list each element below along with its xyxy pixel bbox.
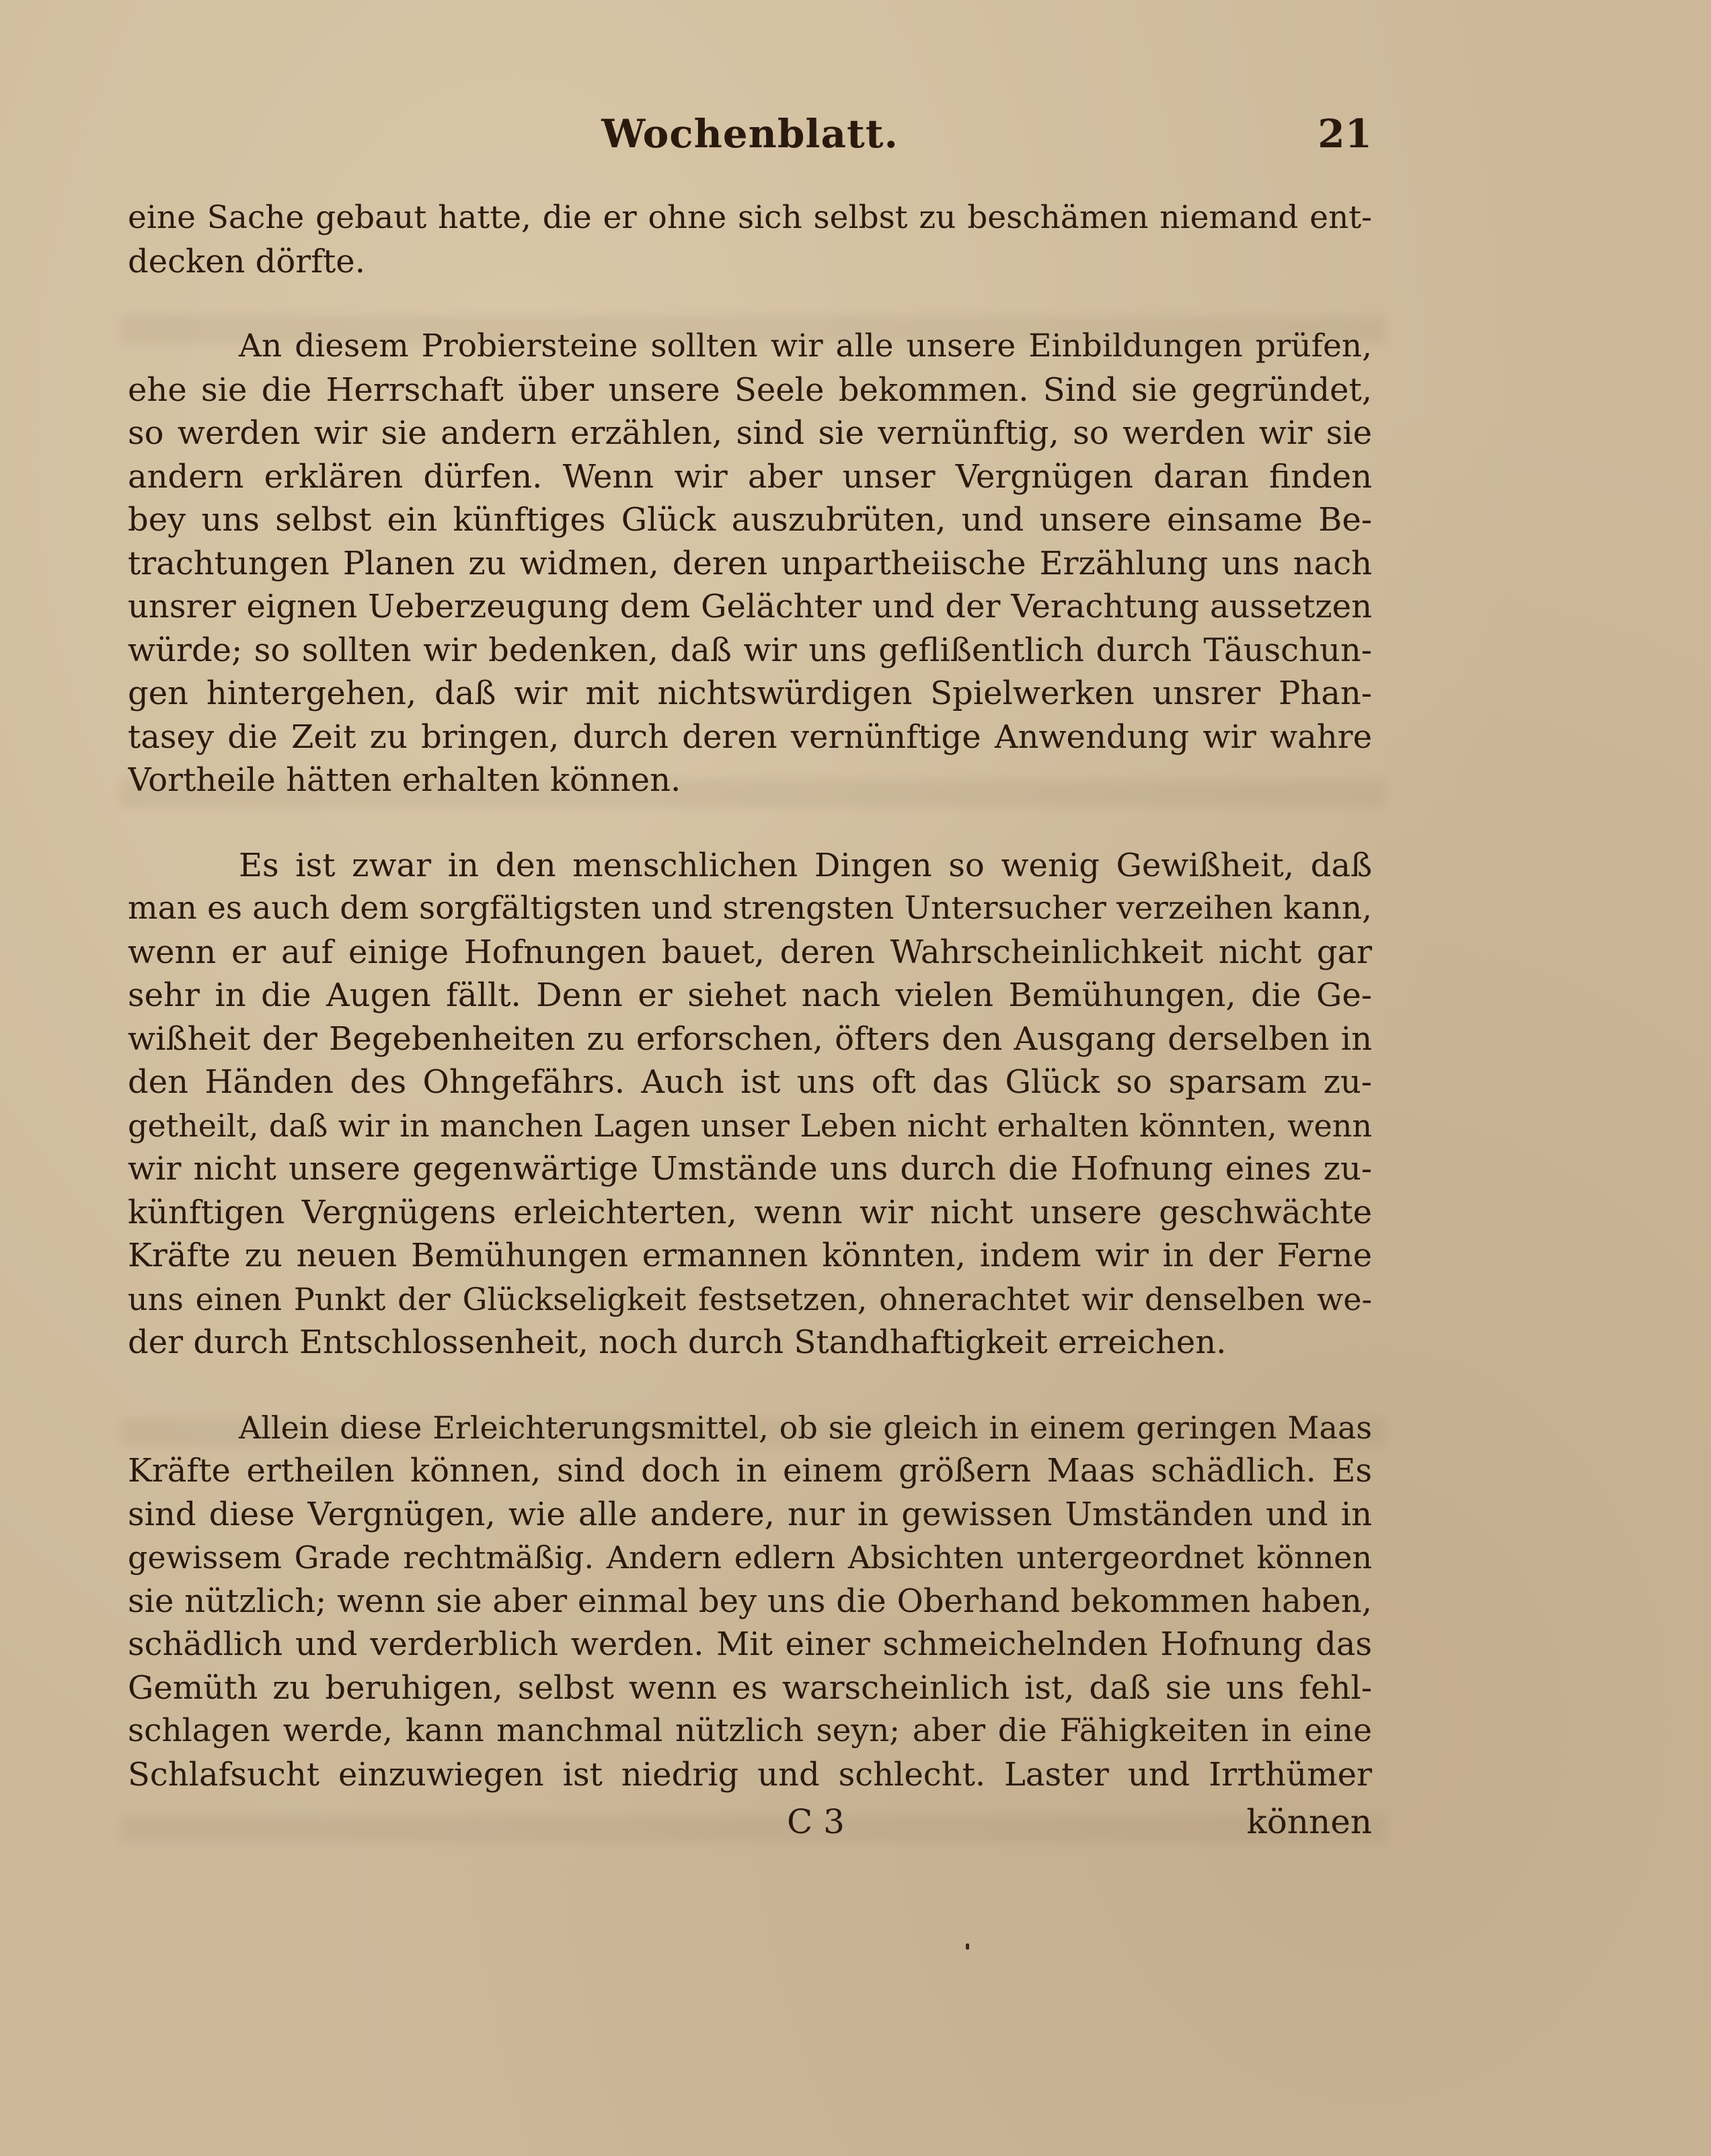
text-line: getheilt, daß wir in manchen Lagen unser Leben nicht erhalten könnten, wenn	[128, 1107, 1372, 1144]
paragraph-gap	[128, 1364, 1372, 1406]
text-line: so werden wir sie andern erzählen, sind sie vernünftig, so werden wir sie	[128, 414, 1372, 452]
text-line: wir nicht unsere gegenwärtige Umstände uns durch die Hofnung eines zu-	[128, 1150, 1372, 1188]
text-line: unsrer eignen Ueberzeugung dem Gelächter und der Verachtung aussetzen	[128, 588, 1372, 625]
running-title: Wochenblatt.	[601, 111, 899, 157]
catchword: können	[1246, 1802, 1372, 1841]
text-line: sind diese Vergnügen, wie alle andere, nur in gewissen Umständen und in	[128, 1495, 1372, 1533]
text-line: gen hintergehen, daß wir mit nichtswürdigen Spielwerken unsrer Phan-	[128, 675, 1372, 712]
text-line: bey uns selbst ein künftiges Glück auszubrüten, und unsere einsame Be-	[128, 501, 1372, 539]
text-line: trachtungen Planen zu widmen, deren unpartheiische Erzählung uns nach	[128, 544, 1372, 582]
text-line: sie nützlich; wenn sie aber einmal bey uns die Oberhand bekommen haben,	[128, 1582, 1372, 1620]
text-line: Gemüth zu beruhigen, selbst wenn es warscheinlich ist, daß sie uns fehl-	[128, 1668, 1372, 1707]
text-line: würde; so sollten wir bedenken, daß wir uns geflißentlich durch Täuschun-	[128, 631, 1372, 669]
text-line: sehr in die Augen fällt. Denn er siehet nach vielen Bemühungen, die Ge-	[128, 976, 1372, 1014]
text-line: Kräfte zu neuen Bemühungen ermannen könnten, indem wir in der Ferne	[128, 1237, 1372, 1274]
page-header	[128, 111, 1372, 165]
text-line: eine Sache gebaut hatte, die er ohne sich selbst zu beschämen niemand ent-	[128, 199, 1372, 236]
text-line: Schlafsucht einzuwiegen ist niedrig und schlecht. Laster und Irrthümer	[128, 1755, 1372, 1794]
body-text	[128, 196, 1372, 1796]
text-line: Kräfte ertheilen können, sind doch in einem größern Maas schädlich. Es	[128, 1452, 1372, 1490]
text-line: Allein diese Erleichterungsmittel, ob sie gleich in einem geringen Maas	[239, 1409, 1372, 1446]
text-line: uns einen Punkt der Glückseligkeit festsetzen, ohnerachtet wir denselben we-	[128, 1280, 1372, 1317]
text-line: gewissem Grade rechtmäßig. Andern edlern Absichten untergeordnet können	[128, 1539, 1372, 1576]
paragraph-gap	[128, 802, 1372, 844]
text-line: tasey die Zeit zu bringen, durch deren vernünftige Anwendung wir wahre	[128, 718, 1372, 756]
page-number: 21	[1318, 111, 1372, 157]
text-line: andern erklären dürfen. Wenn wir aber unser Vergnügen daran finden	[128, 457, 1372, 496]
paragraph-gap	[128, 283, 1372, 325]
text-line: ehe sie die Herrschaft über unsere Seele bekommen. Sind sie gegründet,	[128, 371, 1372, 409]
text-line: Es ist zwar in den menschlichen Dingen so wenig Gewißheit, daß	[239, 846, 1372, 884]
text-line: man es auch dem sorgfältigsten und strengsten Untersucher verzeihen kann,	[128, 890, 1372, 927]
text-line: wenn er auf einige Hofnungen bauet, deren Wahrscheinlichkeit nicht gar	[128, 933, 1372, 971]
text-line: künftigen Vergnügens erleichterten, wenn wir nicht unsere geschwächte	[128, 1193, 1372, 1231]
text-line: schlagen werde, kann manchmal nützlich seyn; aber die Fähigkeiten in eine	[128, 1712, 1372, 1749]
text-line: decken dörfte.	[128, 242, 365, 280]
text-line: den Händen des Ohngefährs. Auch ist uns oft das Glück so sparsam zu-	[128, 1063, 1372, 1101]
text-line: schädlich und verderblich werden. Mit einer schmeichelnden Hofnung das	[128, 1625, 1372, 1663]
text-line: An diesem Probiersteine sollten wir alle unsere Einbildungen prüfen,	[239, 328, 1372, 364]
signature-mark: C 3	[787, 1802, 845, 1841]
text-line: Vortheile hätten erhalten können.	[128, 761, 681, 799]
text-line: wißheit der Begebenheiten zu erforschen, öfters den Ausgang derselben in	[128, 1019, 1372, 1058]
text-line: der durch Entschlossenheit, noch durch Standhaftigkeit erreichen.	[128, 1323, 1227, 1361]
ink-speck	[966, 1943, 969, 1950]
page-footer	[128, 1802, 1372, 1849]
